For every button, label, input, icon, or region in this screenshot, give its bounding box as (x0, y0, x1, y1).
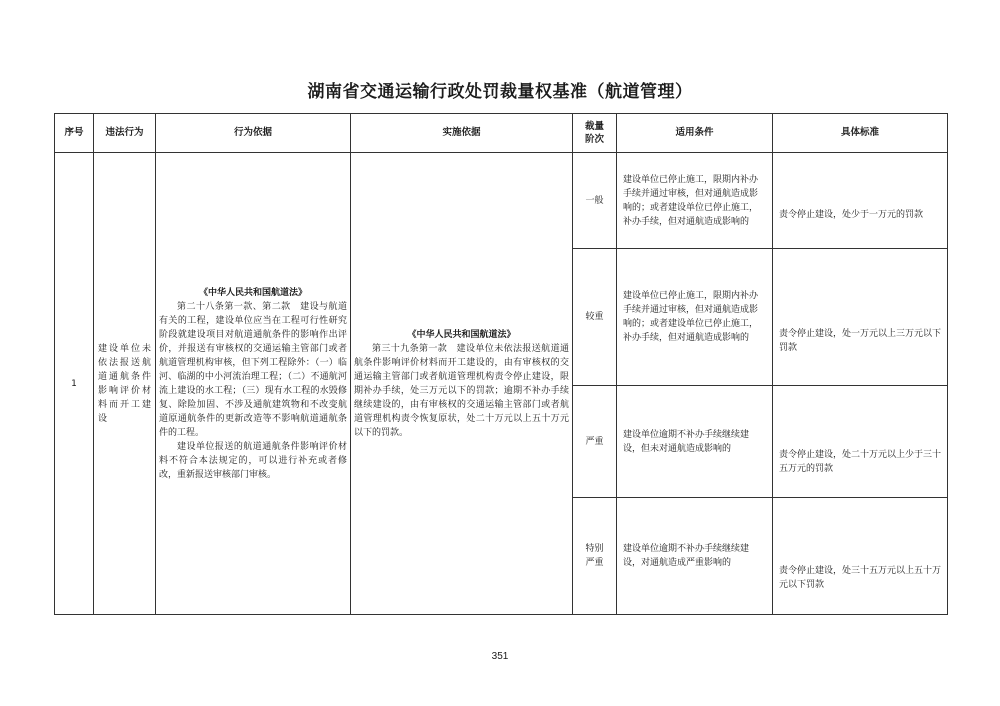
basis-para-1: 第二十八条第一款、第二款 建设与航道有关的工程，建设单位应当在工程可行性研究阶段就建设项目对航道通航条件的影响作出评价，并报送有审核权的交通运输主管部门或者航道管理机构审核，但下列工程除外：（一）临河、临湖的中小河流治理工程；（二）不通航河流上建设的水工程；（三）现有水工程的水毁修复、除险加固、不涉及通航建筑物和不改变航道原通航条件的更新改造等不影响航道通航条件的工程。 (159, 301, 347, 438)
page-title: 湖南省交通运输行政处罚裁量权基准（航道管理） (307, 82, 693, 102)
basis-para-2: 建设单位报送的航道通航条件影响评价材料不符合本法规定的，可以进行补充或者修改，重新报送审核部门审核。 (159, 441, 347, 480)
condition-cell-serious: 建设单位已停止施工，限期内补办手续并通过审核，但对通航造成影响的；或者建设单位已停止施工，补办手续，但对通航造成影响的 (617, 249, 773, 386)
basis-law-title: 《中华人民共和国航道法》 (198, 287, 307, 298)
header-level-text: 裁量阶次 (584, 121, 604, 145)
seq-cell: 1 (55, 153, 94, 615)
table-row (55, 153, 948, 249)
level-cell-severe: 严重 (573, 386, 617, 498)
header-seq: 序号 (55, 114, 94, 153)
implementation-para-1: 第三十九条第一款 建设单位未依法报送航道通航条件影响评价材料而开工建设的，由有审核权的交通运输主管部门或者航道管理机构责令停止建设，限期补办手续，处三万元以下的罚款；逾期不补办手续继续建设的，由有审核权的交通运输主管部门或者航道管理机构责令恢复原状，处二十万元以上五十万元以下的罚款。 (354, 343, 569, 438)
standard-cell-extremely-severe: 责令停止建设，处三十五万元以上五十万元以下罚款 (773, 498, 948, 615)
header-standard: 具体标准 (773, 114, 948, 153)
level-cell-serious: 较重 (573, 249, 617, 386)
header-condition: 适用条件 (617, 114, 773, 153)
header-basis: 行为依据 (156, 114, 351, 153)
violation-cell: 建设单位未依法报送航道通航条件影响评价材料而开工建设 (94, 153, 156, 615)
implementation-cell (351, 153, 573, 615)
page-number: 351 (491, 651, 509, 662)
level-cell-extremely-severe (573, 498, 617, 615)
condition-cell-severe: 建设单位逾期不补办手续继续建设，但未对通航造成影响的 (617, 386, 773, 498)
header-row (55, 114, 948, 153)
header-level (573, 114, 617, 153)
condition-cell-general: 建设单位已停止施工，限期内补办手续并通过审核，但对通航造成影响的；或者建设单位已停止施工，补办手续，但对通航造成影响的 (617, 153, 773, 249)
level-cell-general: 一般 (573, 153, 617, 249)
standard-cell-severe: 责令停止建设，处二十万元以上少于三十五万元的罚款 (773, 386, 948, 498)
discretion-table (54, 113, 948, 615)
standard-cell-general: 责令停止建设，处少于一万元的罚款 (773, 153, 948, 249)
level-text-extremely-severe: 特别严重 (585, 544, 604, 568)
condition-cell-extremely-severe: 建设单位逾期不补办手续继续建设，对通航造成严重影响的 (617, 498, 773, 615)
header-violation: 违法行为 (94, 114, 156, 153)
basis-cell (156, 153, 351, 615)
standard-cell-serious: 责令停止建设，处一万元以上三万元以下罚款 (773, 249, 948, 386)
header-implementation: 实施依据 (351, 114, 573, 153)
implementation-law-title: 《中华人民共和国航道法》 (407, 329, 516, 340)
